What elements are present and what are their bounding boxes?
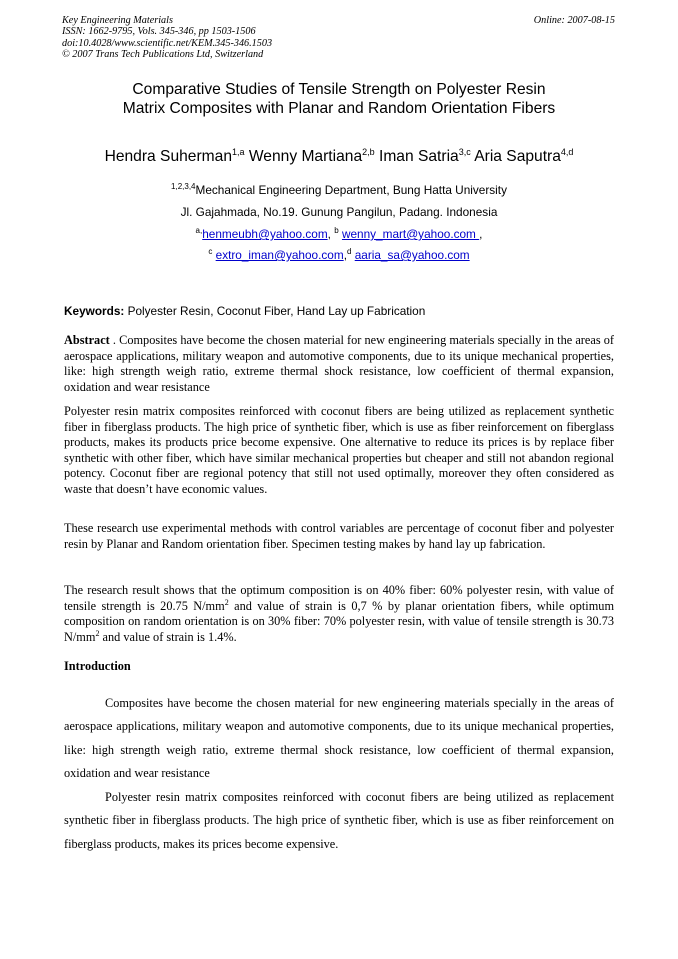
abstract-text: and value of strain is 0,7 % by planar orientation fibers, while optimum composition on random orientation is on 30% fiber: 70% polyester resin, with value of tensile strength is 30.73 N/mm xyxy=(64,598,615,644)
author-sup: 1,a xyxy=(232,147,245,157)
keywords-label: Keywords: xyxy=(64,304,125,318)
affiliation xyxy=(62,183,616,197)
keywords-text: Polyester Resin, Coconut Fiber, Hand Lay up Fabrication xyxy=(127,304,426,318)
abstract-text: and value of strain is 1.4%. xyxy=(99,629,237,644)
email-separator: , xyxy=(479,227,483,241)
email-link[interactable]: aaria_sa@yahoo.com xyxy=(354,248,470,262)
email-line-2 xyxy=(62,248,616,262)
email-link[interactable]: wenny_mart@yahoo.com xyxy=(341,227,480,241)
title-line-2: Matrix Composites with Planar and Random Orientation Fibers xyxy=(122,100,556,117)
abstract-paragraph-2: Polyester resin matrix composites reinforced with coconut fibers are being utilized as replacement synthetic fiber in fiberglass products. The high price of synthetic fiber, which is use as fiber reinforcement on fiberglass products, makes its products price become expensive. One alternative to reduce its prices is by replace fiber synthetic with other fiber, which have similar mechanical properties but cheaper and still not abandon regional potency. Coconut fiber are regional potency that still not used optimally, moreover they often considered as waste that doesn’t have economic values. xyxy=(64,404,614,496)
abstract-paragraph-1 xyxy=(64,333,614,395)
affiliation-text: Mechanical Engineering Department, Bung Hatta University xyxy=(195,183,507,197)
email-line-1 xyxy=(62,227,616,241)
author-name: Wenny Martiana xyxy=(248,148,363,165)
author-name: Hendra Suherman xyxy=(104,148,232,165)
unit-sup: 2 xyxy=(95,628,100,638)
copyright-line: © 2007 Trans Tech Publications Ltd, Switzerland xyxy=(62,49,264,61)
section-heading: Introduction xyxy=(64,659,131,673)
author-sup: 3,c xyxy=(458,147,471,157)
title-line-1: Comparative Studies of Tensile Strength on Polyester Resin xyxy=(132,81,546,98)
online-date: Online: 2007-08-15 xyxy=(533,15,615,26)
author-sup: 4,d xyxy=(560,147,574,157)
author-name: Aria Saputra xyxy=(474,148,561,165)
abstract-text: The research result shows that the optimum composition is on 40% fiber: 60% polyester resin, with value of tensile strength is 20.75 N/mm xyxy=(64,583,614,613)
keywords xyxy=(64,304,425,319)
abstract-paragraph-4 xyxy=(64,583,614,645)
journal-header xyxy=(62,15,272,61)
email-separator: , xyxy=(327,227,335,241)
email-sup: a, xyxy=(195,226,203,235)
issn-line: ISSN: 1662-9795, Vols. 345-346, pp 1503-1506 xyxy=(62,26,256,38)
abstract-paragraph-3: These research use experimental methods with control variables are percentage of coconut fiber and polyester resin by Planar and Random orientation fiber. Specimen testing makes by hand lay up fabrication. xyxy=(64,521,614,551)
paper-title xyxy=(62,80,616,118)
doi-line: doi:10.4028/www.scientific.net/KEM.345-346.1503 xyxy=(62,37,273,49)
intro-paragraph-1: Composites have become the chosen material for new engineering materials specially in the areas of aerospace applications, military weapon and automotive components, due to its unique mechanical properties, like: high strength weigh ratio, extreme thermal shock resistance, low coefficient of thermal expansion, oxidation and wear resistance xyxy=(64,696,614,780)
email-sup: d xyxy=(346,247,352,256)
email-sup: b xyxy=(334,226,339,235)
author-list xyxy=(62,147,616,167)
email-link[interactable]: extro_iman@yahoo.com xyxy=(215,248,344,262)
abstract-label: Abstract xyxy=(64,333,110,347)
email-separator: , xyxy=(343,248,347,262)
email-link[interactable]: henmeubh@yahoo.com xyxy=(202,227,328,241)
abstract-text: . Composites have become the chosen material for new engineering materials specially in the areas of aerospace applications, military weapon and automotive components, due to its unique mechanical properties, like: high strength weigh ratio, extreme thermal shock resistance, low coefficient of thermal expansion, oxidation and wear resistance xyxy=(64,333,614,394)
affiliation-sup: 1,2,3,4 xyxy=(171,182,196,191)
journal-name: Key Engineering Materials xyxy=(62,15,173,26)
author-sup: 2,b xyxy=(362,147,375,157)
address: Jl. Gajahmada, No.19. Gunung Pangilun, Padang. Indonesia xyxy=(180,205,498,219)
intro-paragraph-2: Polyester resin matrix composites reinforced with coconut fibers are being utilized as replacement synthetic fiber in fiberglass products. The high price of synthetic fiber, which is use as fiber reinforcement on fiberglass products, makes its prices become expensive. xyxy=(64,790,614,851)
author-name: Iman Satria xyxy=(378,148,459,165)
email-sup: c xyxy=(208,247,213,256)
unit-sup: 2 xyxy=(224,597,229,607)
